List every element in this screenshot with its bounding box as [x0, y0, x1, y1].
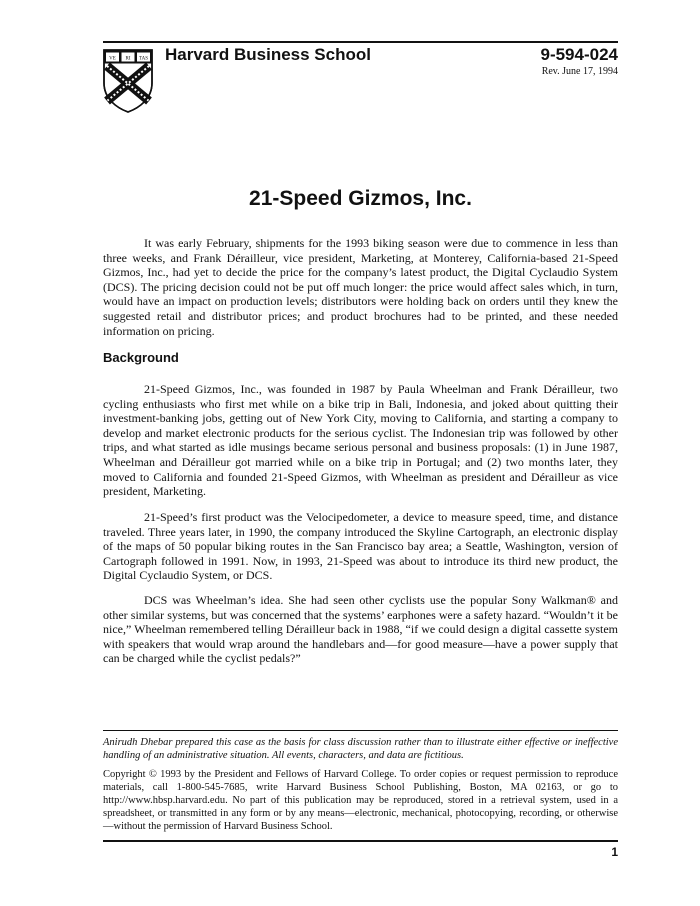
footer-rule — [103, 840, 618, 842]
shield-text-ve: VE — [109, 56, 116, 62]
shield-text-tas: TAS — [138, 56, 149, 62]
footnote-rule — [103, 730, 618, 731]
intro-paragraph: It was early February, shipments for the 1993 biking season were due to commence in less than three weeks, and Frank Dérailleur, vice president, Marketing, at Monterey, California-based 21-Speed Gizmos, Inc., had yet to decide the price for the company’s latest product, the Digital Cyclaudio System (DCS). The pricing decision could not be put off much longer: the price would affect sales which, in turn, would have an impact on production levels; distributors were holding back on orders until they knew the suggested retail and distributor prices; and product brochures had to be printed, and these needed information on pricing. — [103, 236, 618, 338]
copyright-notice: Copyright © 1993 by the President and Fellows of Harvard College. To order copies or request permission to reproduce materials, call 1-800-545-7685, write Harvard Business School Publishing, Boston, MA 02163, or go to http://www.hbsp.harvard.edu. No part of this publication may be reproduced, stored in a retrieval system, used in a spreadsheet, or transmitted in any form or by any means—electronic, mechanical, photocopying, recording, or otherwise—without the permission of Harvard Business School. — [103, 769, 618, 833]
background-paragraph-1: 21-Speed Gizmos, Inc., was founded in 1987 by Paula Wheelman and Frank Dérailleur, two cycling enthusiasts who first met while on a bike trip in Bali, Indonesia, and joked about quitting their investment-banking jobs, getting out of New York City, moving to California, and starting a company to develop and market electronic products for the serious cyclist. The Indonesian trip was followed by other trips, and what started as idle musings became serious personal and business proposals: (1) in June 1987, Wheelman and Dérailleur got married while on a bike trip in Portugal; and (2) two months later, they moved to California and founded 21-Speed Gizmos, with Wheelman as president and Dérailleur as vice president, Marketing. — [103, 382, 618, 499]
header-rule — [103, 41, 618, 43]
background-paragraph-2: 21-Speed’s first product was the Velocipedometer, a device to measure speed, time, and distance traveled. Three years later, in 1990, the company introduced the Skyline Cartograph, an electronic display of the maps of 50 popular biking routes in the San Francisco bay area; a Seattle, Washington, version of Cartograph followed in 1991. Now, in 1993, 21-Speed was about to introduce its third new product, the Digital Cyclaudio System, or DCS. — [103, 510, 618, 583]
section-heading-background: Background — [103, 350, 179, 365]
case-number: 9-594-024 — [540, 45, 618, 64]
shield-text-ri: RI — [125, 56, 131, 62]
background-paragraph-3: DCS was Wheelman’s idea. She had seen other cyclists use the popular Sony Walkman® and other similar systems, but was concerned that the systems’ earphones were a safety hazard. “Wouldn’t it be nice,” Wheelman remembered telling Dérailleur back in 1988, “if we could design a digital cassette system with speakers that would wrap around the handlebars and—for good measure—have a power supply that can be charged while the cyclist pedals?” — [103, 593, 618, 666]
author-disclaimer: Anirudh Dhebar prepared this case as the basis for class discussion rather than to illustrate either effective or ineffective handling of an administrative situation. All events, characters, and data are fictitious. — [103, 737, 618, 761]
document-title: 21-Speed Gizmos, Inc. — [249, 187, 472, 210]
revision-date: Rev. June 17, 1994 — [541, 66, 618, 77]
school-name: Harvard Business School — [165, 45, 371, 64]
harvard-shield-logo — [103, 49, 153, 113]
page-number: 1 — [611, 845, 618, 859]
